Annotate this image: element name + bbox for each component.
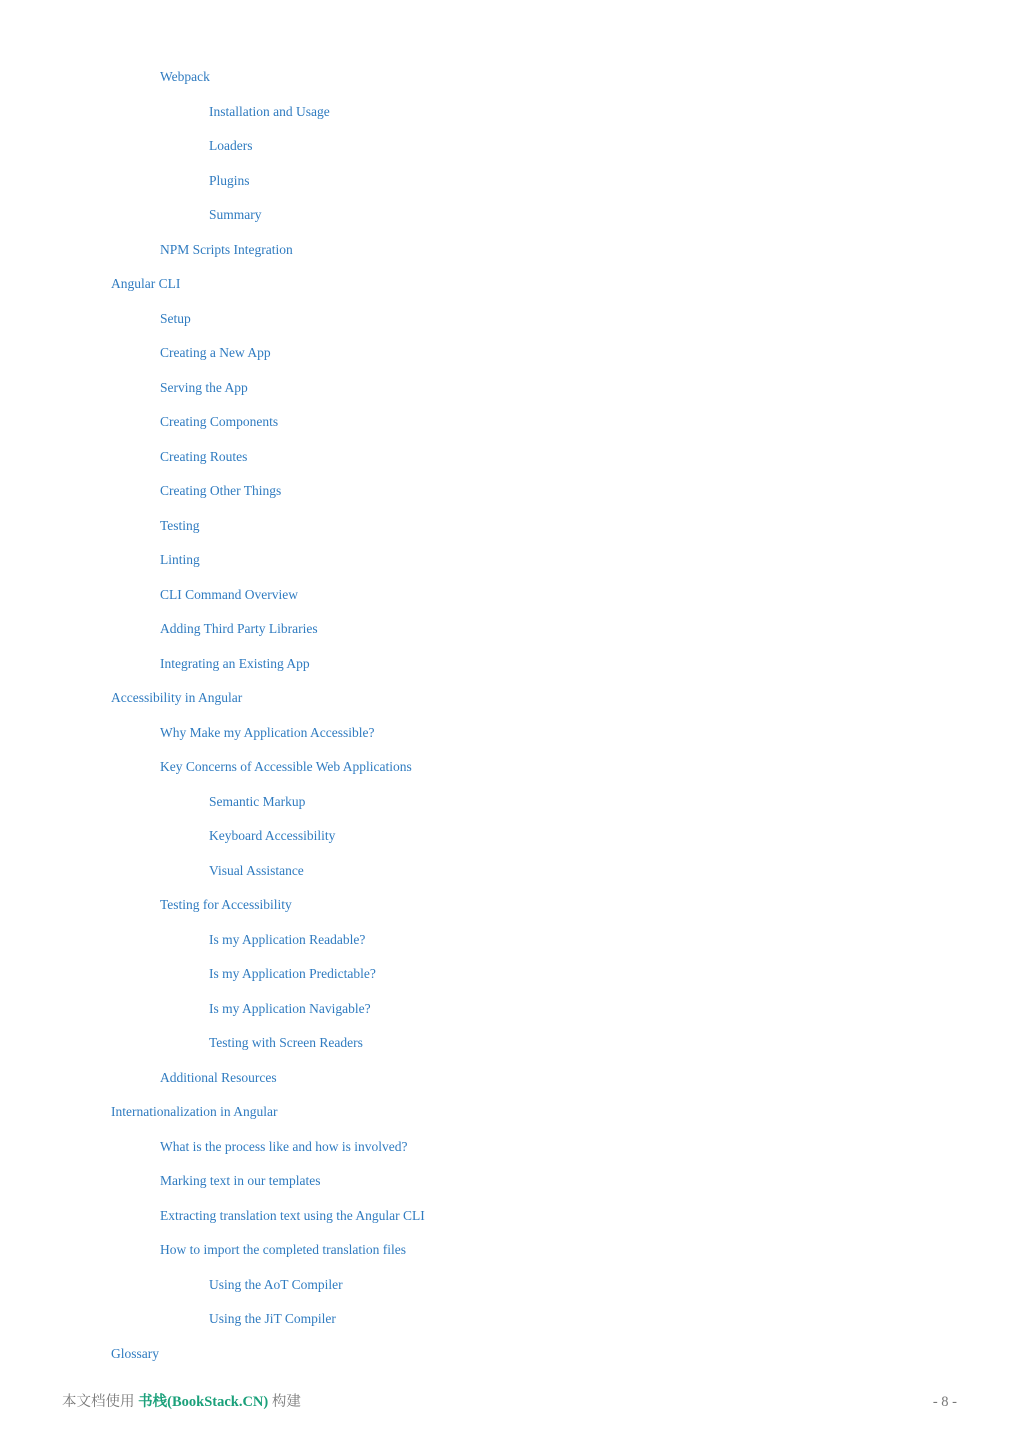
toc-link[interactable]: Visual Assistance	[209, 862, 304, 878]
toc-entry	[0, 95, 1019, 130]
toc-entry	[0, 750, 1019, 785]
toc-link[interactable]: Testing for Accessibility	[160, 897, 292, 912]
toc-link[interactable]: Using the JiT Compiler	[209, 1311, 336, 1326]
footer-suffix: 构建	[268, 1394, 301, 1410]
toc-link[interactable]: NPM Scripts Integration	[160, 241, 293, 257]
toc-entry	[0, 129, 1019, 164]
toc-entry	[0, 1337, 1019, 1372]
toc-link[interactable]: How to import the completed translation files	[160, 1242, 406, 1257]
toc-link[interactable]: Webpack	[160, 69, 210, 84]
toc-entry	[0, 1233, 1019, 1268]
toc-entry	[0, 267, 1019, 302]
footer-prefix: 本文档使用	[62, 1394, 139, 1410]
toc-entry	[0, 888, 1019, 923]
toc-entry	[0, 716, 1019, 751]
toc-entry	[0, 1026, 1019, 1061]
toc-link[interactable]: Setup	[160, 310, 191, 326]
toc-entry	[0, 819, 1019, 854]
toc-entry	[0, 578, 1019, 613]
toc-entry	[0, 957, 1019, 992]
toc-entry	[0, 509, 1019, 544]
toc-link[interactable]: Why Make my Application Accessible?	[160, 724, 375, 740]
toc-link[interactable]: Plugins	[209, 172, 250, 188]
toc-entry	[0, 1164, 1019, 1199]
toc-link[interactable]: Installation and Usage	[209, 103, 330, 119]
toc-entry	[0, 302, 1019, 337]
toc-link[interactable]: Serving the App	[160, 379, 248, 395]
toc-link[interactable]: Is my Application Readable?	[209, 931, 366, 947]
toc-link[interactable]: What is the process like and how is involved?	[160, 1138, 408, 1154]
toc-link[interactable]: Linting	[160, 552, 200, 567]
toc-entry	[0, 474, 1019, 509]
toc-entry	[0, 681, 1019, 716]
toc-entry	[0, 1268, 1019, 1303]
toc-entry	[0, 1199, 1019, 1234]
toc-entry	[0, 785, 1019, 820]
toc-entry	[0, 60, 1019, 95]
toc-link[interactable]: Summary	[209, 207, 262, 222]
toc-link[interactable]: Extracting translation text using the Angular CLI	[160, 1207, 425, 1223]
table-of-contents	[0, 60, 1019, 1371]
toc-link[interactable]: Loaders	[209, 138, 253, 153]
toc-entry	[0, 336, 1019, 371]
toc-entry	[0, 1061, 1019, 1096]
toc-entry	[0, 612, 1019, 647]
toc-link[interactable]: Glossary	[111, 1345, 159, 1361]
toc-link[interactable]: Integrating an Existing App	[160, 655, 310, 671]
toc-entry	[0, 1130, 1019, 1165]
toc-link[interactable]: Accessibility in Angular	[111, 690, 243, 705]
toc-link[interactable]: Is my Application Predictable?	[209, 966, 376, 981]
toc-entry	[0, 164, 1019, 199]
toc-link[interactable]: Creating Other Things	[160, 483, 282, 498]
toc-link[interactable]: Key Concerns of Accessible Web Applications	[160, 759, 412, 774]
toc-entry	[0, 198, 1019, 233]
toc-link[interactable]: Angular CLI	[111, 276, 181, 291]
toc-entry	[0, 923, 1019, 958]
toc-link[interactable]: Semantic Markup	[209, 793, 306, 809]
toc-link[interactable]: Creating a New App	[160, 345, 271, 360]
toc-link[interactable]: Testing with Screen Readers	[209, 1035, 363, 1050]
toc-entry	[0, 1302, 1019, 1337]
toc-entry	[0, 405, 1019, 440]
toc-link[interactable]: Adding Third Party Libraries	[160, 621, 318, 636]
toc-link[interactable]: Creating Routes	[160, 448, 248, 464]
toc-link[interactable]: Additional Resources	[160, 1069, 277, 1085]
toc-link[interactable]: Using the AoT Compiler	[209, 1276, 343, 1292]
toc-link[interactable]: Keyboard Accessibility	[209, 828, 336, 843]
toc-entry	[0, 1095, 1019, 1130]
footer-credit	[62, 1390, 301, 1414]
toc-entry	[0, 647, 1019, 682]
toc-link[interactable]: Creating Components	[160, 414, 279, 429]
bookstack-link[interactable]: 书栈(BookStack.CN)	[138, 1394, 269, 1410]
toc-entry	[0, 233, 1019, 268]
toc-entry	[0, 992, 1019, 1027]
toc-link[interactable]: Is my Application Navigable?	[209, 1000, 371, 1016]
toc-entry	[0, 440, 1019, 475]
toc-link[interactable]: Internationalization in Angular	[111, 1104, 278, 1119]
toc-entry	[0, 543, 1019, 578]
page-number: - 8 -	[932, 1394, 957, 1410]
toc-entry	[0, 854, 1019, 889]
toc-link[interactable]: CLI Command Overview	[160, 586, 298, 602]
toc-link[interactable]: Testing	[160, 517, 200, 533]
page-footer	[62, 1390, 957, 1414]
toc-link[interactable]: Marking text in our templates	[160, 1173, 321, 1188]
toc-entry	[0, 371, 1019, 406]
